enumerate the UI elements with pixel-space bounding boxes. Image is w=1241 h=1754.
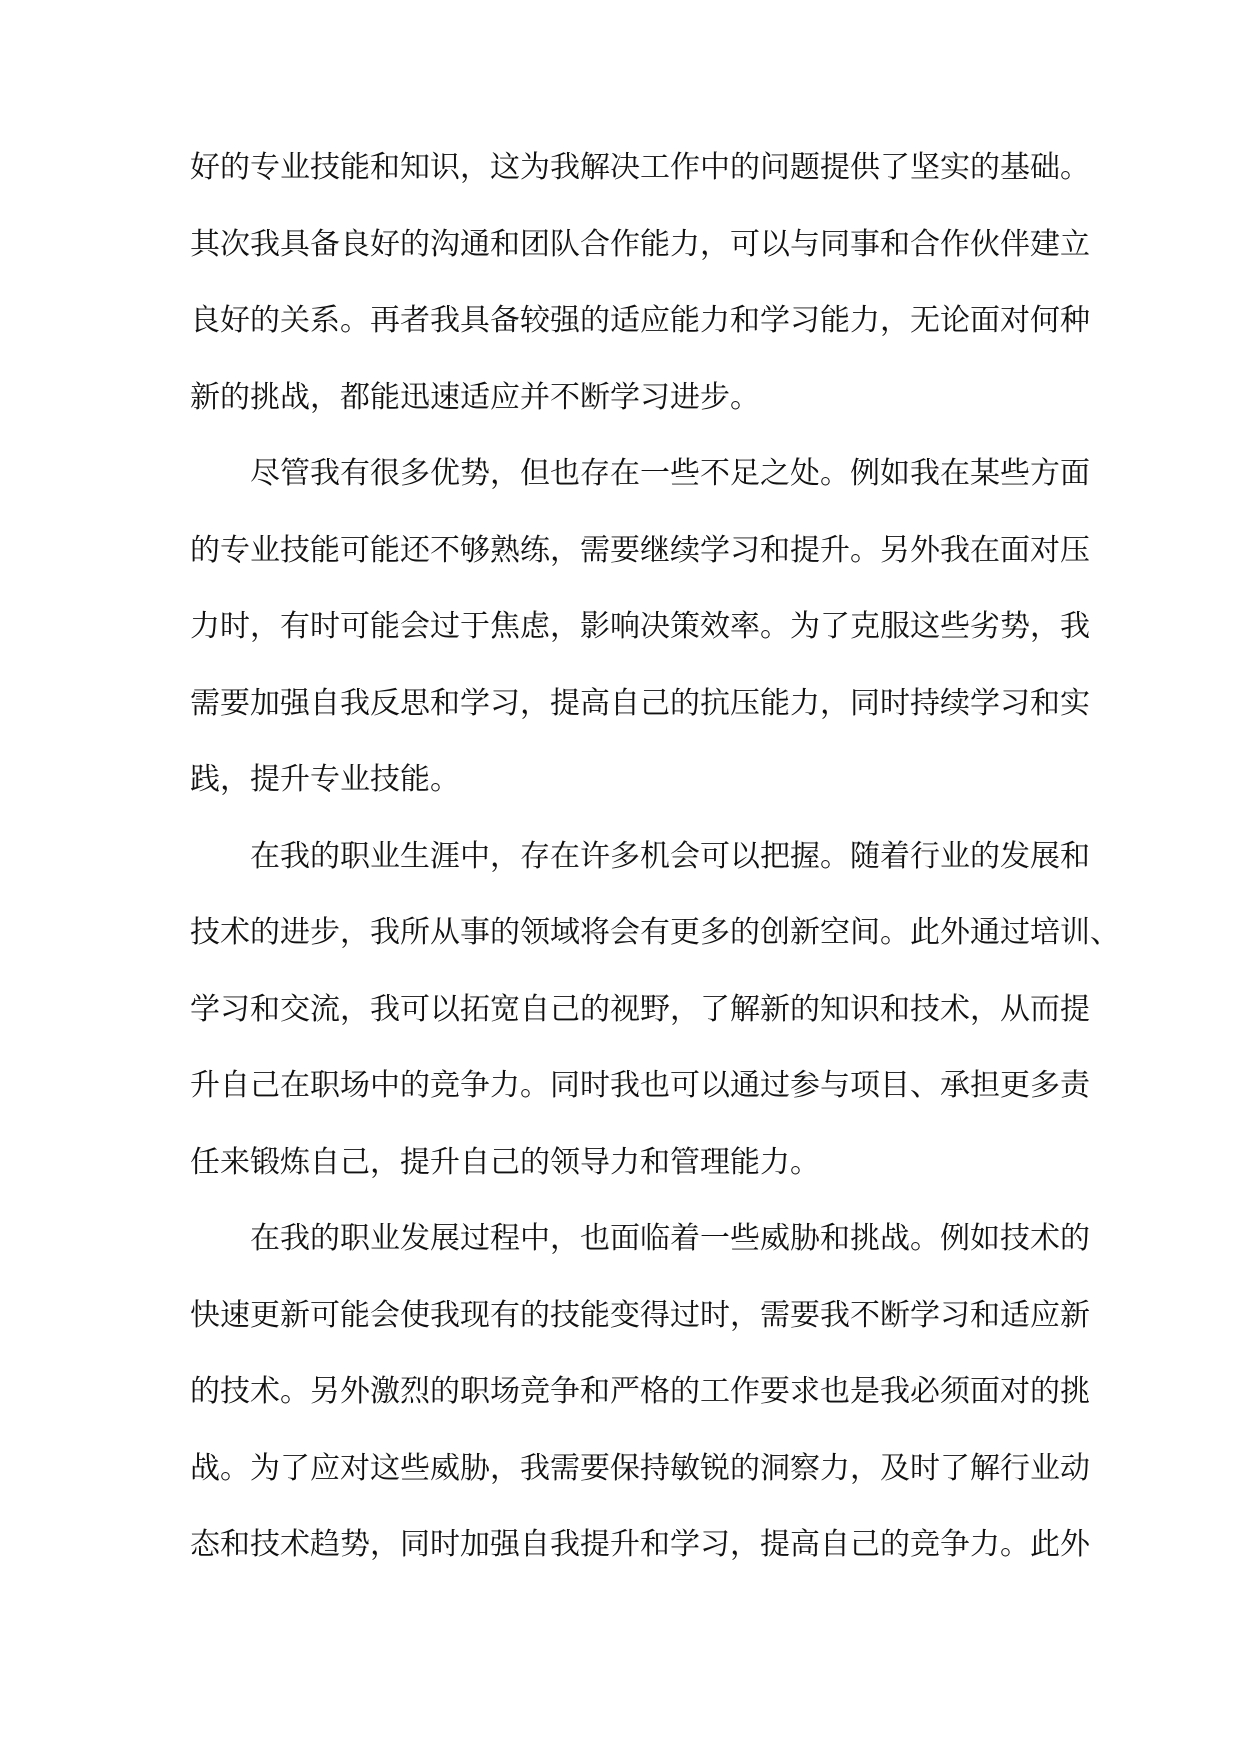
p2-line-2: 的专业技能可能还不够熟练，需要继续学习和提升。另外我在面对压 [190,532,1090,568]
p4-line-4: 战。为了应对这些威胁，我需要保持敏锐的洞察力，及时了解行业动 [190,1450,1090,1486]
document-body [190,138,1120,1592]
p4-line-1: 在我的职业发展过程中，也面临着一些威胁和挑战。例如技术的 [250,1221,1090,1256]
p3-line-3: 学习和交流，我可以拓宽自己的视野，了解新的知识和技术，从而提 [190,991,1090,1027]
p4-line-5: 态和技术趋势，同时加强自我提升和学习，提高自己的竞争力。此外 [190,1527,1090,1562]
p3-line-1: 在我的职业生涯中，存在许多机会可以把握。随着行业的发展和 [250,838,1090,874]
p1-line-3: 良好的关系。再者我具备较强的适应能力和学习能力，无论面对何种 [190,303,1090,338]
p2-line-4: 需要加强自我反思和学习，提高自己的抗压能力，同时持续学习和实 [190,685,1090,721]
p3-line-5: 任来锻炼自己，提升自己的领导力和管理能力。 [190,1144,820,1180]
p2-line-5: 践，提升专业技能。 [190,762,460,797]
p4-line-2: 快速更新可能会使我现有的技能变得过时，需要我不断学习和适应新 [190,1297,1090,1333]
p3-line-4: 升自己在职场中的竞争力。同时我也可以通过参与项目、承担更多责 [190,1068,1090,1103]
p1-line-2: 其次我具备良好的沟通和团队合作能力，可以与同事和合作伙伴建立 [190,226,1090,262]
p2-line-1: 尽管我有很多优势，但也存在一些不足之处。例如我在某些方面 [250,456,1090,491]
p4-line-3: 的技术。另外激烈的职场竞争和严格的工作要求也是我必须面对的挑 [190,1374,1090,1409]
p1-line-1: 好的专业技能和知识，这为我解决工作中的问题提供了坚实的基础。 [190,150,1090,185]
p2-line-3: 力时，有时可能会过于焦虑，影响决策效率。为了克服这些劣势，我 [190,609,1090,644]
p1-line-4: 新的挑战，都能迅速适应并不断学习进步。 [190,379,760,415]
p3-line-2: 技术的进步，我所从事的领域将会有更多的创新空间。此外通过培训、 [190,915,1120,950]
